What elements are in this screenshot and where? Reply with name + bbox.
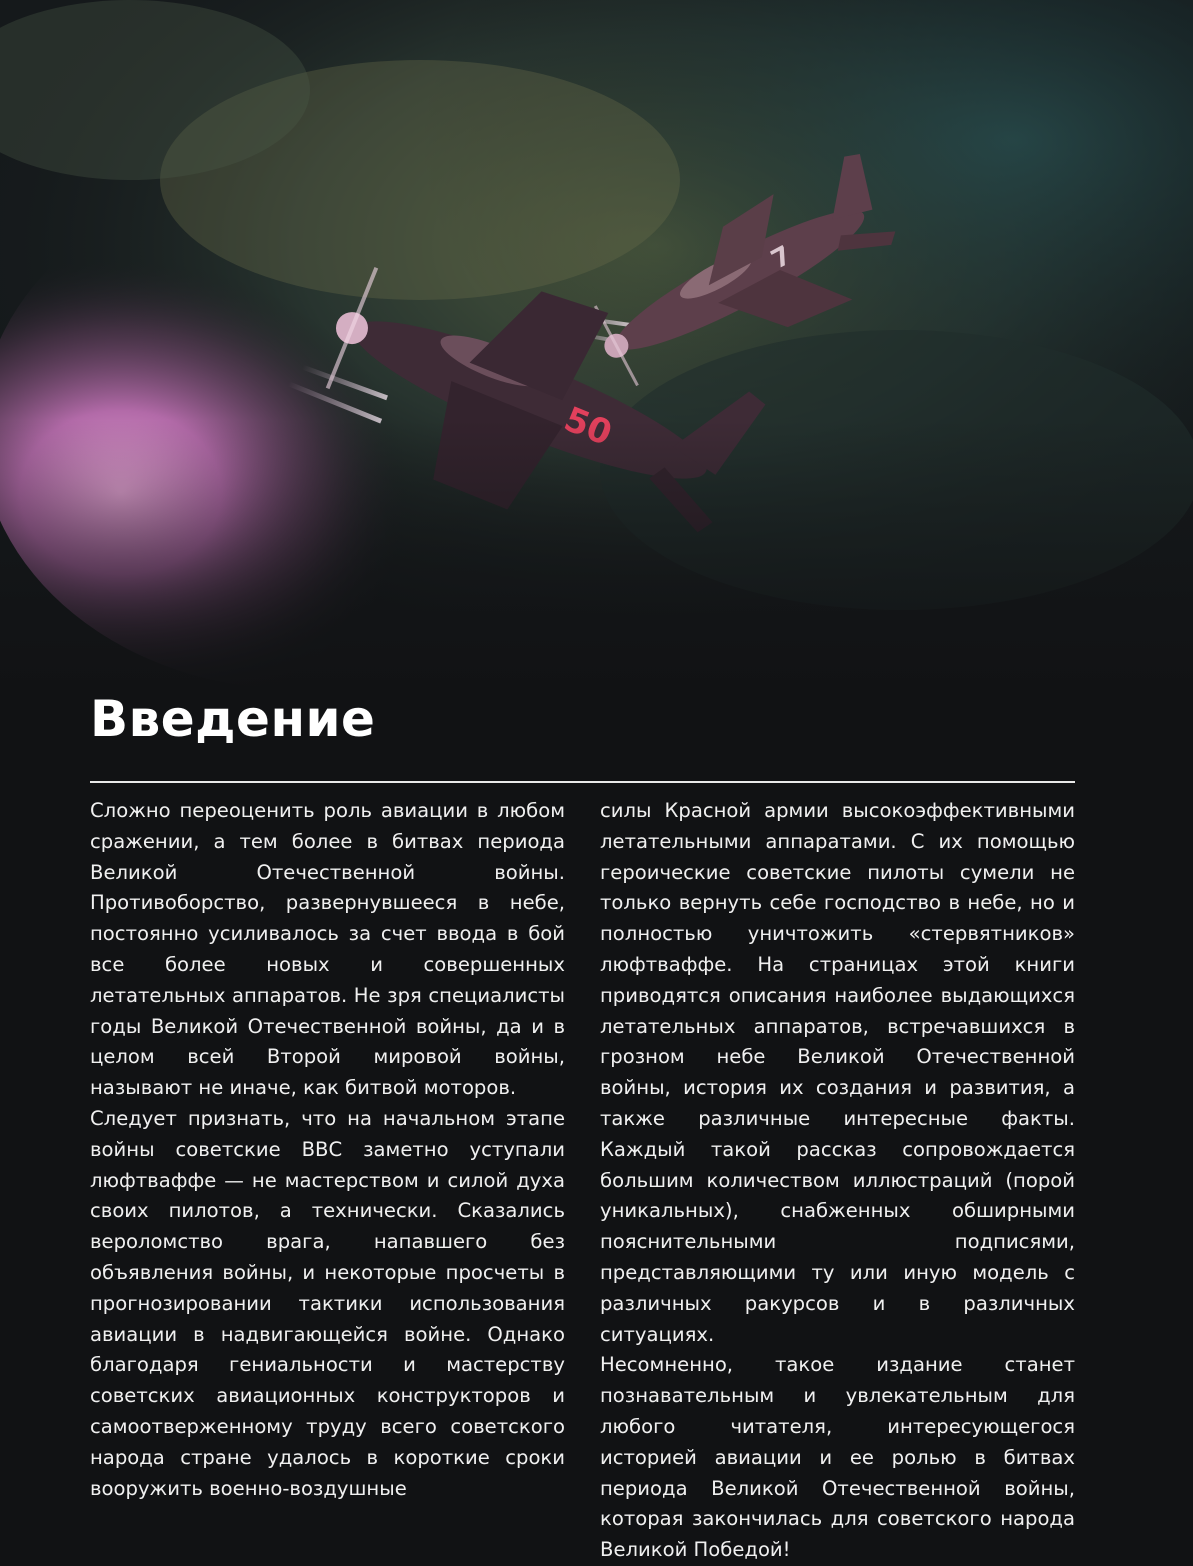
paragraph: Сложно переоценить роль авиации в любом сражении, а тем более в битвах периода Великой Отечественной войны. Противоборство, развернувшееся в небе, постоянно усиливалось за счет ввода в бой все более новых и совершенных летательных аппаратов. Не зря специалисты годы Великой Отечественной войны, да и в целом всей Второй мировой войны, называют не иначе, как битвой моторов. bbox=[90, 799, 565, 1100]
hero-illustration bbox=[0, 0, 1193, 700]
page-title: Введение bbox=[90, 690, 376, 748]
title-divider bbox=[90, 781, 1075, 783]
paragraph: Несомненно, такое издание станет познавательным и увлекательным для любого читателя, интересующегося историей авиации и ее ролью в битвах периода Великой Отечественной войны, которая закончилась для советского народа Великой Победой! bbox=[600, 1353, 1075, 1562]
text-column-right bbox=[600, 796, 1075, 1566]
text-column-left bbox=[90, 796, 565, 1504]
paragraph: Следует признать, что на начальном этапе войны советские ВВС заметно уступали люфтваффе — не мастерством и силой духа своих пилотов, а технически. Сказались вероломство врага, напавшего без объявления войны, и некоторые просчеты в прогнозировании тактики использования авиации в надвигающейся войне. Однако благодаря гениальности и мастерству советских авиационных конструкторов и самоотверженному труду всего советского народа стране удалось в короткие сроки вооружить военно-воздушные bbox=[90, 1106, 565, 1500]
paragraph: силы Красной армии высокоэффективными летательными аппаратами. С их помощью героические советские пилоты сумели не только вернуть себе господство в небе, но и полностью уничтожить «стервятников» люфтваффе. На страницах этой книги приводятся описания наиболее выдающихся летательных аппаратов, встречавшихся в грозном небе Великой Отечественной войны, история их создания и развития, а также различные интересные факты. Каждый такой рассказ сопровождается большим количеством иллюстраций (порой уникальных), снабженных обширными пояснительными подписями, представляющими ту или иную модель с различных ракурсов и в различных ситуациях. bbox=[600, 799, 1075, 1346]
